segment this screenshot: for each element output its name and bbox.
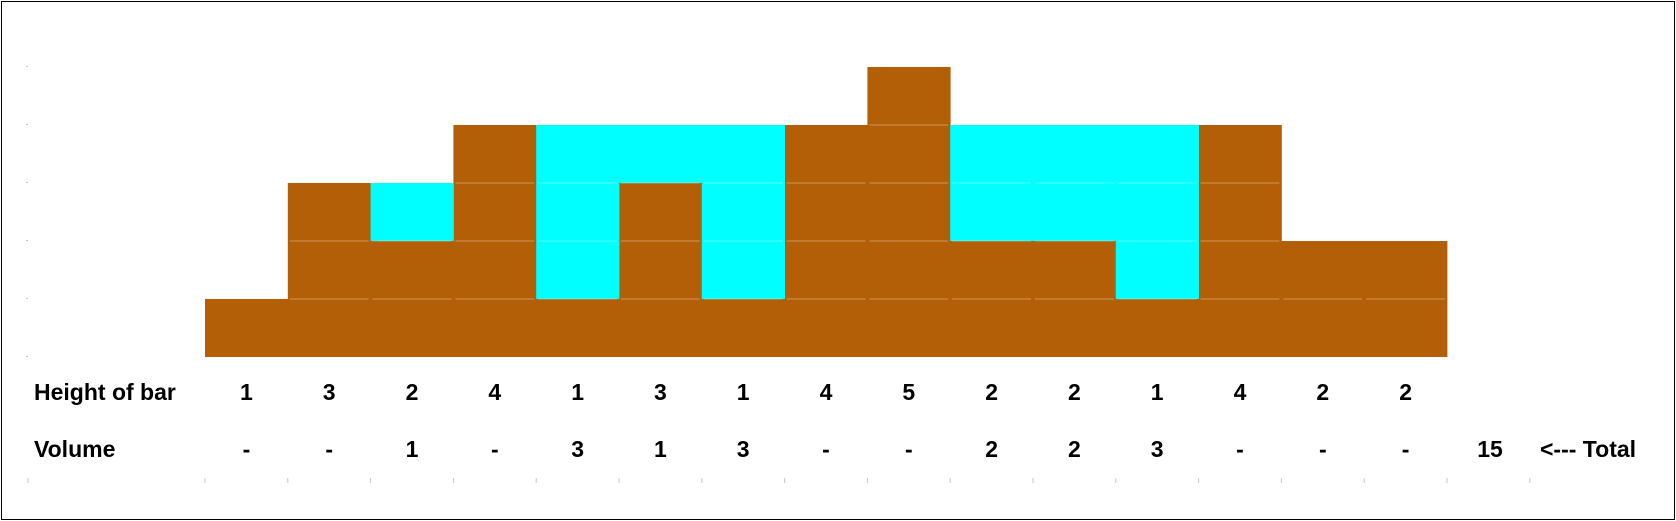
volume-value-10: 2 [985, 436, 998, 462]
volume-value-15: - [1401, 436, 1410, 462]
bar-9 [867, 67, 950, 357]
volume-value-7: 3 [736, 436, 750, 462]
volume-value-1: - [242, 436, 251, 462]
bar-6 [619, 183, 702, 357]
bar-12 [1116, 299, 1199, 357]
water-3 [371, 183, 454, 241]
height-values [240, 379, 1412, 405]
volume-value-12: 3 [1150, 436, 1164, 462]
height-value-6: 3 [654, 379, 667, 405]
height-value-12: 1 [1150, 379, 1164, 405]
trapping-water-chart [2, 2, 1674, 519]
height-value-2: 3 [322, 379, 336, 405]
volume-value-11: 2 [1068, 436, 1081, 462]
total-label: <--- Total [1540, 436, 1637, 462]
bar-7 [702, 299, 785, 357]
height-value-7: 1 [736, 379, 750, 405]
height-value-15: 2 [1399, 379, 1412, 405]
height-row-label: Height of bar [34, 379, 176, 405]
volume-values [243, 436, 1410, 462]
chart-frame [1, 1, 1675, 520]
water-12 [1116, 125, 1199, 299]
bar-5 [536, 299, 619, 357]
volume-value-13: - [1236, 436, 1244, 462]
volume-value-4: - [490, 436, 499, 462]
height-value-3: 2 [405, 379, 419, 405]
water-6 [619, 125, 702, 183]
height-value-1: 1 [240, 379, 253, 405]
water-5 [536, 125, 619, 299]
water-7 [702, 125, 785, 299]
height-value-5: 1 [571, 379, 584, 405]
volume-value-5: 3 [571, 436, 584, 462]
height-value-8: 4 [819, 379, 833, 405]
volume-value-9: - [904, 436, 913, 462]
bar-1 [205, 299, 288, 357]
volume-value-3: 1 [405, 436, 419, 462]
height-value-13: 4 [1233, 379, 1247, 405]
height-value-11: 2 [1068, 379, 1081, 405]
height-value-4: 4 [488, 379, 502, 405]
height-value-10: 2 [985, 379, 998, 405]
height-value-9: 5 [902, 379, 916, 405]
volume-value-6: 1 [654, 436, 667, 462]
volume-value-2: - [325, 436, 334, 462]
volume-value-8: - [822, 436, 830, 462]
volume-value-14: - [1318, 436, 1327, 462]
bar-2 [288, 183, 371, 357]
height-value-14: 2 [1316, 379, 1330, 405]
volume-row-label: Volume [34, 436, 116, 462]
total-value: 15 [1477, 436, 1503, 462]
